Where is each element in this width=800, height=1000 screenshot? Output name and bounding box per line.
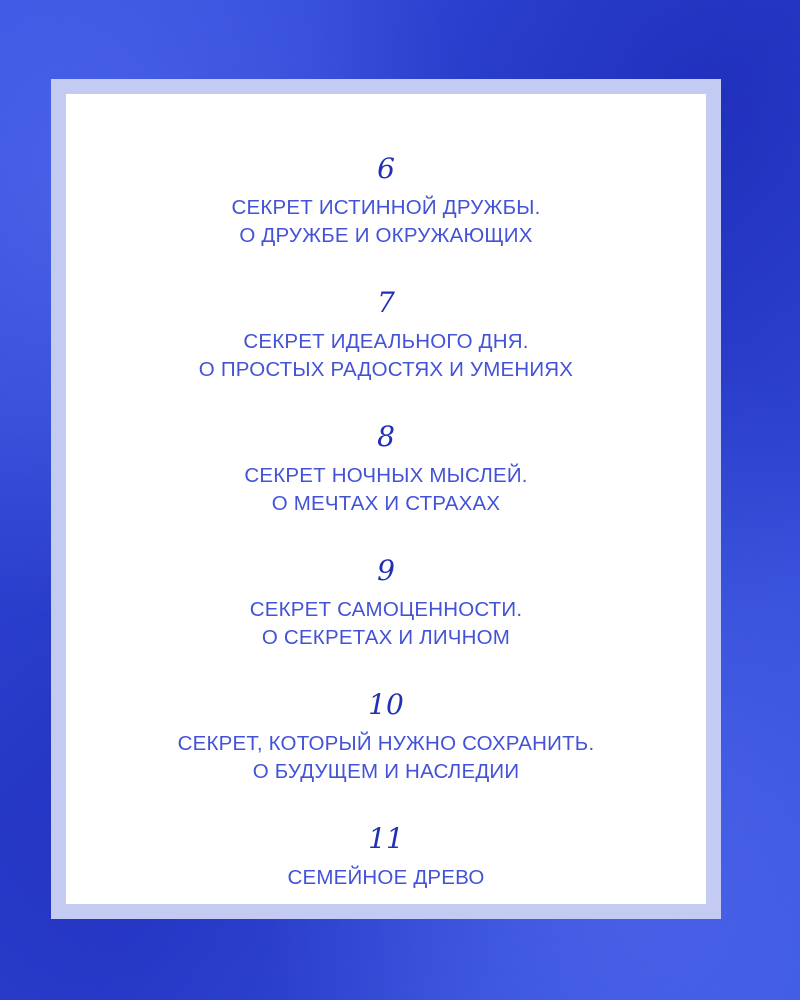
entry-subtitle: О СЕКРЕТАХ И ЛИЧНОМ [261, 626, 511, 649]
entry-title: СЕМЕЙНОЕ ДРЕВО [287, 866, 485, 889]
entry-title: СЕКРЕТ, КОТОРЫЙ НУЖНО СОХРАНИТЬ. [177, 732, 595, 755]
contents-entry-11 [66, 822, 706, 956]
entry-title: СЕКРЕТ САМОЦЕННОСТИ. [249, 598, 523, 621]
entry-title: СЕКРЕТ НОЧНЫХ МЫСЛЕЙ. [244, 464, 528, 487]
entry-number: 7 [377, 286, 395, 319]
contents-entry-7 [66, 286, 706, 420]
entry-subtitle: О БУДУЩЕМ И НАСЛЕДИИ [252, 760, 520, 783]
entry-title: СЕКРЕТ ИСТИННОЙ ДРУЖБЫ. [231, 196, 541, 219]
entry-subtitle: О ДРУЖБЕ И ОКРУЖАЮЩИХ [239, 224, 533, 247]
entry-subtitle: О МЕЧТАХ И СТРАХАХ [271, 492, 501, 515]
page-frame [51, 79, 721, 919]
entry-title: СЕКРЕТ ИДЕАЛЬНОГО ДНЯ. [243, 330, 529, 353]
entry-number: 9 [377, 554, 395, 587]
entry-number: 8 [377, 420, 395, 453]
contents-entry-8 [66, 420, 706, 554]
entry-number: 11 [368, 822, 404, 855]
contents-entry-6 [66, 152, 706, 286]
contents-entry-10 [66, 688, 706, 822]
entry-number: 10 [368, 688, 404, 721]
entry-subtitle: О ПРОСТЫХ РАДОСТЯХ И УМЕНИЯХ [198, 358, 574, 381]
contents-entry-9 [66, 554, 706, 688]
contents-sheet [66, 94, 706, 904]
entry-number: 6 [377, 152, 395, 185]
